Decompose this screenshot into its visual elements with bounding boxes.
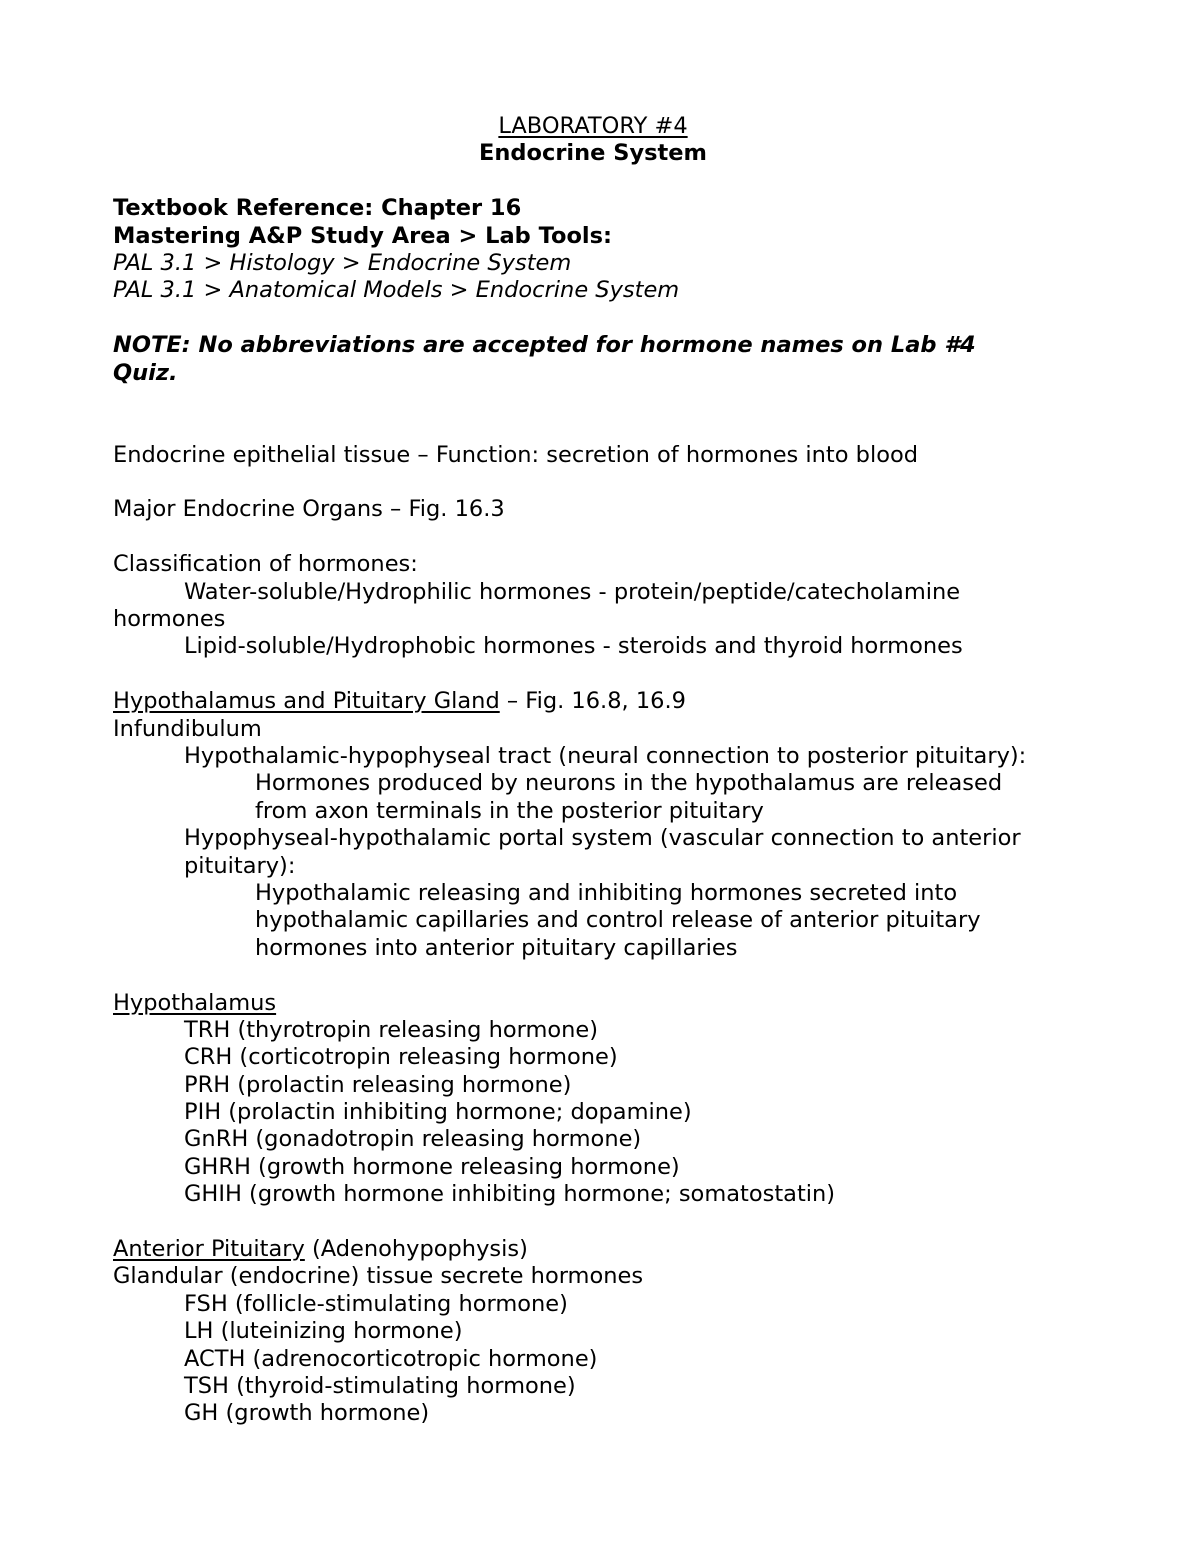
list-item: GHIH (growth hormone inhibiting hormone; somatostatin) bbox=[184, 1181, 836, 1208]
adenohypophysis-label: (Adenohypophysis) bbox=[304, 1236, 528, 1263]
hypothalamus-pituitary-heading: Hypothalamus and Pituitary Gland bbox=[113, 688, 500, 715]
tract-detail-line-2: from axon terminals in the posterior pituitary bbox=[255, 797, 764, 824]
hypothalamus-pituitary-heading-line bbox=[113, 688, 1073, 715]
portal-detail-line-1: Hypothalamic releasing and inhibiting hormones secreted into bbox=[255, 879, 958, 906]
note-line-1: NOTE: No abbreviations are accepted for hormone names on Lab #4 bbox=[113, 332, 976, 359]
major-organs-text: Major Endocrine Organs – Fig. 16.3 bbox=[113, 496, 505, 523]
anterior-pituitary-heading-line bbox=[113, 1236, 1073, 1263]
textbook-reference: Textbook Reference: Chapter 16 bbox=[113, 195, 522, 222]
pal-histology-reference: PAL 3.1 > Histology > Endocrine System bbox=[113, 249, 572, 276]
list-item: CRH (corticotropin releasing hormone) bbox=[184, 1044, 618, 1071]
portal-system-line-2: pituitary): bbox=[184, 852, 296, 879]
list-item: LH (luteinizing hormone) bbox=[184, 1318, 463, 1345]
classification-heading: Classification of hormones: bbox=[113, 551, 418, 578]
list-item: PRH (prolactin releasing hormone) bbox=[184, 1071, 572, 1098]
list-item: FSH (follicle-stimulating hormone) bbox=[184, 1290, 568, 1317]
list-item: TRH (thyrotropin releasing hormone) bbox=[184, 1016, 599, 1043]
list-item: GnRH (gonadotropin releasing hormone) bbox=[184, 1126, 642, 1153]
list-item: GH (growth hormone) bbox=[184, 1400, 430, 1427]
list-item: PIH (prolactin inhibiting hormone; dopamine) bbox=[184, 1099, 692, 1126]
list-item: TSH (thyroid-stimulating hormone) bbox=[184, 1372, 576, 1399]
portal-system-line-1: Hypophyseal-hypothalamic portal system (vascular connection to anterior bbox=[184, 825, 1021, 852]
pal-models-reference: PAL 3.1 > Anatomical Models > Endocrine System bbox=[113, 277, 680, 304]
document-page bbox=[113, 113, 1073, 1428]
epithelial-tissue-text: Endocrine epithelial tissue – Function: secretion of hormones into blood bbox=[113, 441, 919, 468]
tract-detail-line-1: Hormones produced by neurons in the hypothalamus are released bbox=[255, 770, 1003, 797]
lipid-soluble-line: Lipid-soluble/Hydrophobic hormones - steroids and thyroid hormones bbox=[184, 633, 963, 660]
portal-detail-line-3: hormones into anterior pituitary capillaries bbox=[255, 934, 738, 961]
list-item: GHRH (growth hormone releasing hormone) bbox=[184, 1153, 680, 1180]
hypothalamus-heading-line bbox=[113, 990, 1073, 1017]
glandular-tissue-text: Glandular (endocrine) tissue secrete hormones bbox=[113, 1263, 644, 1290]
lab-title: LABORATORY #4 bbox=[498, 113, 688, 139]
water-soluble-line-2: hormones bbox=[113, 606, 226, 633]
note-line-2: Quiz. bbox=[113, 359, 178, 386]
hypothalamus-pituitary-figure-ref: – Fig. 16.8, 16.9 bbox=[499, 688, 686, 715]
hypophyseal-tract-text: Hypothalamic-hypophyseal tract (neural connection to posterior pituitary): bbox=[184, 743, 1027, 769]
portal-detail-line-2: hypothalamic capillaries and control release of anterior pituitary bbox=[255, 907, 981, 934]
lab-subtitle: Endocrine System bbox=[479, 140, 707, 167]
list-item: ACTH (adrenocorticotropic hormone) bbox=[184, 1345, 598, 1372]
anterior-pituitary-heading: Anterior Pituitary bbox=[113, 1236, 305, 1263]
mastering-reference: Mastering A&P Study Area > Lab Tools: bbox=[113, 222, 612, 249]
hypothalamus-heading: Hypothalamus bbox=[113, 989, 277, 1016]
infundibulum-text: Infundibulum bbox=[113, 715, 262, 742]
water-soluble-line-1: Water-soluble/Hydrophilic hormones - protein/peptide/catecholamine bbox=[184, 578, 961, 605]
